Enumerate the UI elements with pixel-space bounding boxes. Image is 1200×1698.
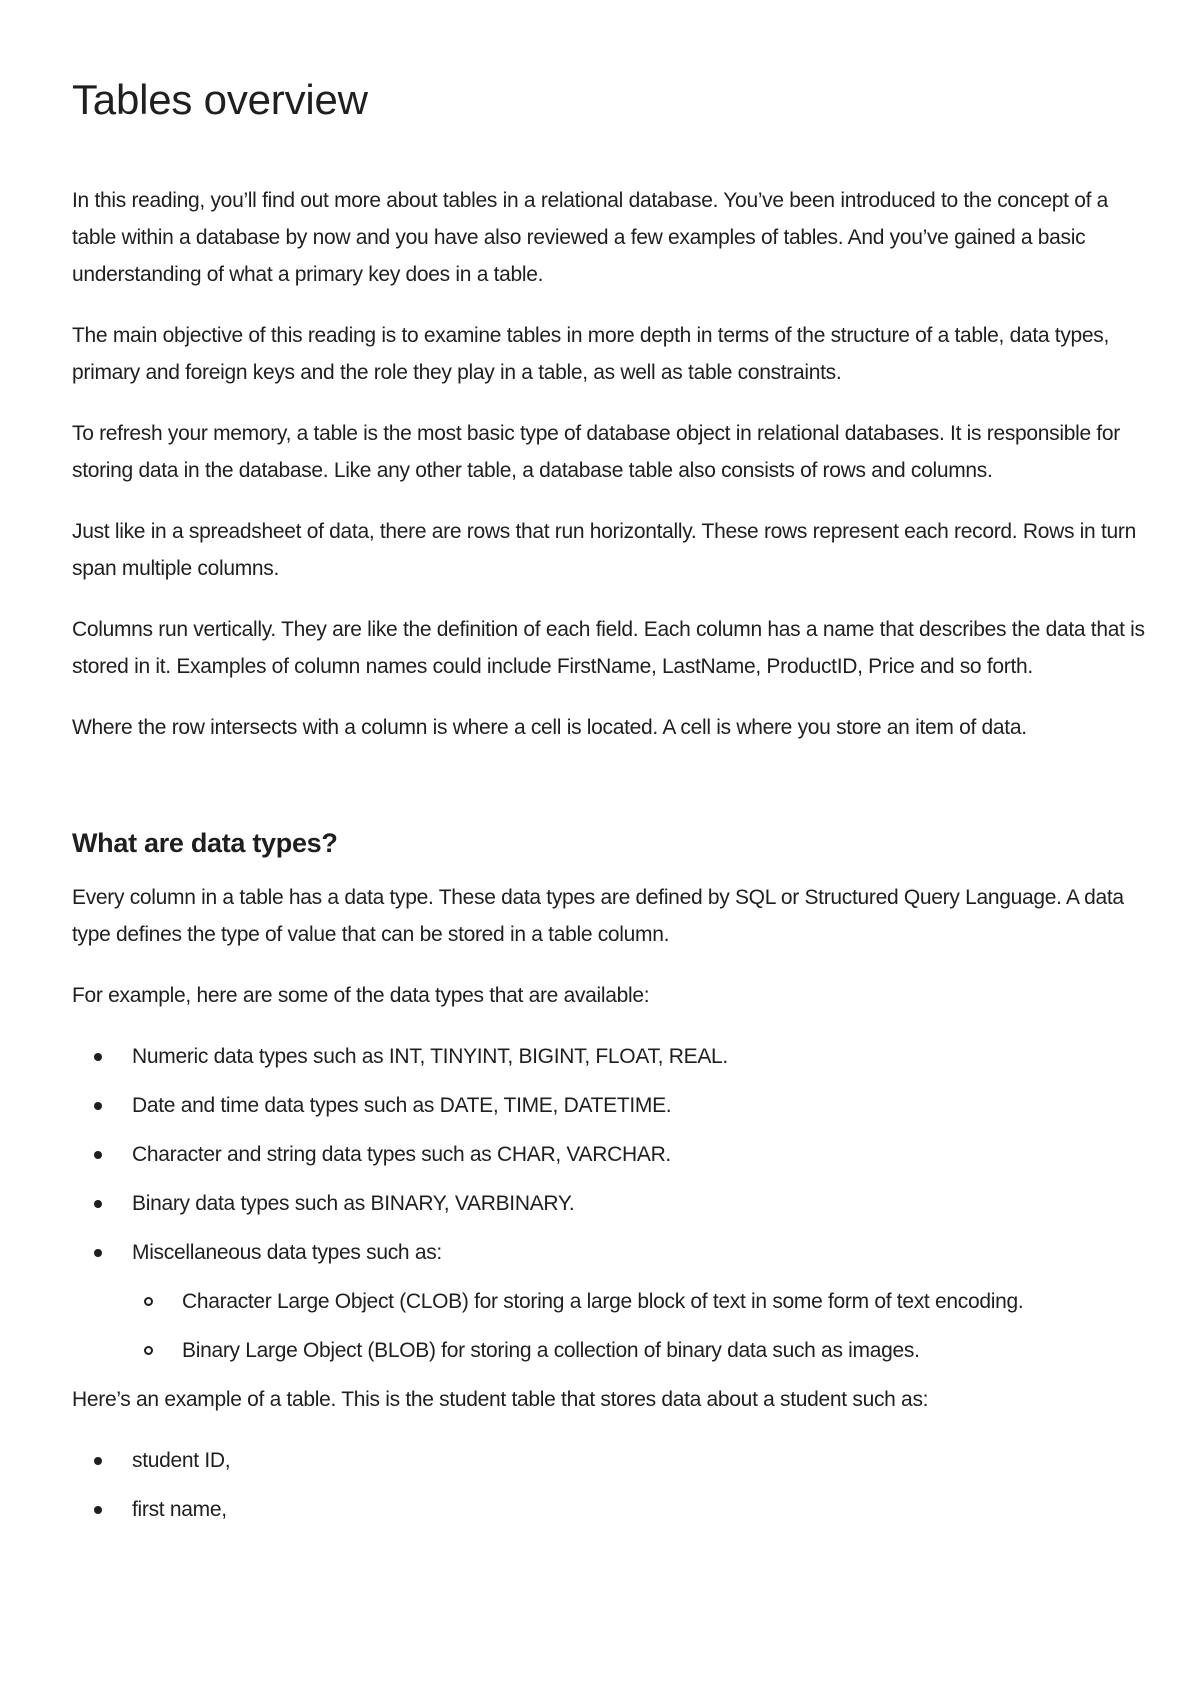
- hollow-bullet-icon: [144, 1346, 153, 1355]
- sublist-item: [140, 1332, 1152, 1369]
- intro-paragraph-5: Columns run vertically. They are like the definition of each field. Each column has a name that describes the data that is stored in it. Examples of column names could include FirstName, LastName, ProductID, Price and so forth.: [72, 618, 1145, 678]
- intro-paragraph-6: Where the row intersects with a column is where a cell is located. A cell is where you store an item of data.: [72, 716, 1027, 739]
- list-item-text: Numeric data types such as INT, TINYINT, BIGINT, FLOAT, REAL.: [132, 1045, 728, 1068]
- list-item: [90, 1234, 1152, 1369]
- list-item-text: student ID,: [132, 1449, 231, 1472]
- list-item-text: first name,: [132, 1498, 227, 1521]
- misc-types-sublist: [132, 1283, 1152, 1369]
- example-paragraph: Here’s an example of a table. This is the student table that stores data about a student such as:: [72, 1388, 929, 1411]
- list-item: [90, 1442, 1152, 1479]
- bullet-icon: [94, 1151, 102, 1159]
- list-item-text: Character and string data types such as CHAR, VARCHAR.: [132, 1143, 671, 1166]
- sublist-item-text: Binary Large Object (BLOB) for storing a collection of binary data such as images.: [182, 1339, 920, 1362]
- document-body: [72, 182, 1152, 1540]
- intro-paragraph-1: In this reading, you’ll find out more about tables in a relational database. You’ve been introduced to the concept of a table within a database by now and you have also reviewed a few examples of tables. And you’ve gained a basic understanding of what a primary key does in a table.: [72, 189, 1109, 286]
- list-item: [90, 1185, 1152, 1222]
- list-item: [90, 1491, 1152, 1528]
- page-title: Tables overview: [72, 76, 368, 123]
- section-heading: What are data types?: [72, 828, 338, 858]
- data-types-list: [72, 1038, 1152, 1369]
- bullet-icon: [94, 1249, 102, 1257]
- list-item: [90, 1136, 1152, 1173]
- intro-paragraph-2: The main objective of this reading is to examine tables in more depth in terms of the structure of a table, data types, primary and foreign keys and the role they play in a table, as well as table constraints.: [72, 324, 1110, 384]
- intro-paragraph-4: Just like in a spreadsheet of data, there are rows that run horizontally. These rows represent each record. Rows in turn span multiple columns.: [72, 520, 1136, 580]
- bullet-icon: [94, 1053, 102, 1061]
- list-item: [90, 1087, 1152, 1124]
- section-paragraph-1: Every column in a table has a data type. These data types are defined by SQL or Structured Query Language. A data type defines the type of value that can be stored in a table column.: [72, 886, 1124, 946]
- bullet-icon: [94, 1457, 102, 1465]
- sublist-item: [140, 1283, 1152, 1320]
- list-item-text: Date and time data types such as DATE, TIME, DATETIME.: [132, 1094, 672, 1117]
- section-paragraph-2: For example, here are some of the data types that are available:: [72, 984, 650, 1007]
- student-fields-list: [72, 1442, 1152, 1528]
- hollow-bullet-icon: [144, 1297, 153, 1306]
- list-item-text: Binary data types such as BINARY, VARBINARY.: [132, 1192, 575, 1215]
- bullet-icon: [94, 1200, 102, 1208]
- sublist-item-text: Character Large Object (CLOB) for storing a large block of text in some form of text encoding.: [182, 1290, 1024, 1313]
- list-item-text: Miscellaneous data types such as:: [132, 1241, 442, 1264]
- bullet-icon: [94, 1102, 102, 1110]
- list-item: [90, 1038, 1152, 1075]
- intro-paragraph-3: To refresh your memory, a table is the most basic type of database object in relational databases. It is responsible for storing data in the database. Like any other table, a database table also consists of rows and columns.: [72, 422, 1121, 482]
- bullet-icon: [94, 1506, 102, 1514]
